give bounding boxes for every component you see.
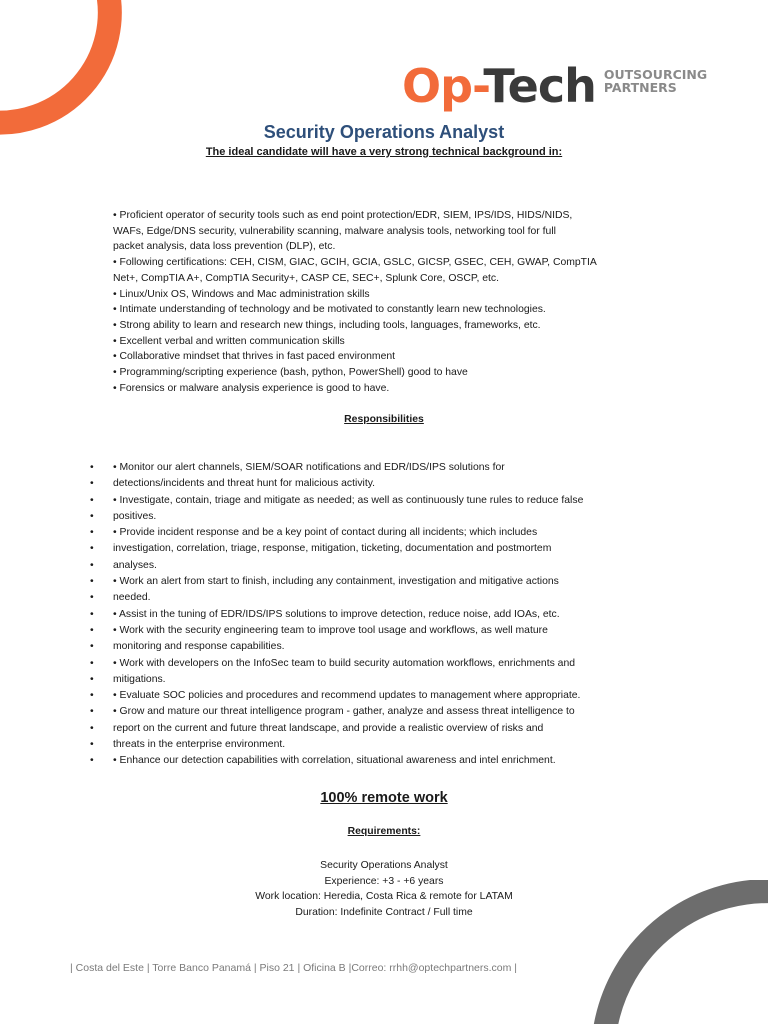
skills-line: • Programming/scripting experience (bash, python, PowerShell) good to have [113,367,468,379]
logo-sub-line-1: OUTSOURCING [603,67,708,82]
candidate-subtitle: The ideal candidate will have a very strong technical background in: [205,146,563,158]
responsibility-text: • Evaluate SOC policies and procedures and recommend updates to management where appropriate. [113,690,581,702]
responsibility-line [90,574,650,590]
bullet-icon: • [90,673,94,685]
bullet-icon: • [90,608,94,620]
responsibility-text: needed. [113,592,151,604]
bullet-icon: • [90,722,94,734]
skills-line: packet analysis, data loss prevention (DLP), etc. [113,241,336,253]
skills-line: • Linux/Unix OS, Windows and Mac administration skills [113,288,370,300]
skills-line: • Strong ability to learn and research new things, including tools, languages, frameworks, etc. [113,319,541,331]
responsibility-text: monitoring and response capabilities. [113,641,285,653]
skills-line: • Excellent verbal and written communication skills [113,335,345,347]
footer-contact: | Costa del Este | Torre Banco Panamá | Piso 21 | Oficina B |Correo: rrhh@optechpartners.com | [70,962,518,974]
bullet-icon: • [90,510,94,522]
responsibility-text: report on the current and future threat landscape, and provide a realistic overview of risks and [113,722,544,734]
responsibility-text: • Investigate, contain, triage and mitigate as needed; as well as continuously tune rules to reduce false [113,494,584,506]
skills-line: • Forensics or malware analysis experience is good to have. [113,382,390,394]
logo-subtitle [604,68,707,94]
responsibility-text: • Work an alert from start to finish, including any containment, investigation and mitigative actions [113,576,559,588]
responsibility-text: detections/incidents and threat hunt for malicious activity. [113,478,376,490]
responsibility-line [90,656,650,672]
responsibility-text: analyses. [113,559,157,571]
responsibility-line [90,460,650,476]
bullet-icon: • [90,494,94,506]
bullet-icon: • [90,690,94,702]
bullet-icon: • [90,527,94,539]
requirements-list [0,858,768,920]
responsibility-line [90,541,650,557]
responsibility-text: • Work with the security engineering team to improve tool usage and workflows, as well mature [113,624,548,636]
skills-line: • Intimate understanding of technology and be motivated to constantly learn new technologies. [113,304,546,316]
responsibility-text: • Monitor our alert channels, SIEM/SOAR notifications and EDR/IDS/IPS solutions for [113,462,505,473]
bullet-icon: • [90,641,94,653]
skills-line: • Proficient operator of security tools such as end point protection/EDR, SIEM, IPS/IDS, HIDS/NIDS, [113,210,573,221]
bullet-icon: • [90,559,94,571]
responsibility-line [90,688,650,704]
requirements-heading: Requirements: [347,826,421,837]
responsibility-line [90,704,650,720]
logo-tech: Tech [483,59,596,113]
responsibility-text: investigation, correlation, triage, response, mitigation, ticketing, documentation and postmortem [113,543,552,555]
responsibility-line [90,525,650,541]
responsibility-line [90,623,650,639]
bullet-icon: • [90,478,94,490]
responsibility-line [90,721,650,737]
bullet-icon: • [90,657,94,669]
responsibility-text: mitigations. [113,673,166,685]
responsibility-line [90,476,650,492]
bullet-icon: • [90,706,94,718]
responsibility-line [90,558,650,574]
skills-line: • Collaborative mindset that thrives in fast paced environment [113,351,396,363]
optech-logo [402,58,707,114]
responsibility-line [90,753,650,769]
bullet-icon: • [90,543,94,555]
responsibility-text: positives. [113,510,157,522]
requirement-line: Security Operations Analyst [320,860,448,871]
responsibilities-list [90,460,650,770]
responsibility-text: • Assist in the tuning of EDR/IDS/IPS solutions to improve detection, reduce noise, add IOAs, etc. [113,608,560,620]
job-title: Security Operations Analyst [263,122,505,142]
skills-line: • Following certifications: CEH, CISM, GIAC, GCIH, GCIA, GSLC, GICSP, GSEC, CEH, GWAP, CompTIA [113,257,597,269]
responsibilities-heading: Responsibilities [344,414,424,425]
bullet-icon: • [90,462,94,473]
responsibility-text: threats in the enterprise environment. [113,739,286,751]
remote-work-heading: 100% remote work [320,790,448,806]
logo-dash: - [472,59,484,113]
responsibility-line [90,639,650,655]
requirement-line: Work location: Heredia, Costa Rica & remote for LATAM [255,891,513,903]
requirement-line: Duration: Indefinite Contract / Full time [295,906,473,918]
responsibility-line [90,590,650,606]
responsibility-text: • Grow and mature our threat intelligence program - gather, analyze and assess threat intelligence to [113,706,575,718]
responsibility-text: • Enhance our detection capabilities with correlation, situational awareness and intel enrichment. [113,755,556,767]
bullet-icon: • [90,592,94,604]
responsibility-line [90,509,650,525]
requirement-line: Experience: +3 - +6 years [324,875,444,887]
orange-arc-decoration [0,0,130,140]
logo-wordmark [402,58,596,114]
bullet-icon: • [90,755,94,767]
skills-line: Net+, CompTIA A+, CompTIA Security+, CASP CE, SEC+, Splunk Core, OSCP, etc. [113,272,499,284]
responsibility-text: • Work with developers on the InfoSec team to build security automation workflows, enrichments and [113,657,576,669]
logo-op: Op [402,59,473,113]
responsibility-text: • Provide incident response and be a key point of contact during all incidents; which includes [113,527,538,539]
responsibility-line [90,607,650,623]
bullet-icon: • [90,624,94,636]
bullet-icon: • [90,576,94,588]
responsibility-line [90,737,650,753]
logo-sub-line-2: PARTNERS [603,80,677,95]
skills-line: WAFs, Edge/DNS security, vulnerability scanning, malware analysis tools, networking tool for full [113,225,556,237]
skills-list [113,208,653,396]
responsibility-line [90,493,650,509]
responsibility-line [90,672,650,688]
bullet-icon: • [90,739,94,751]
